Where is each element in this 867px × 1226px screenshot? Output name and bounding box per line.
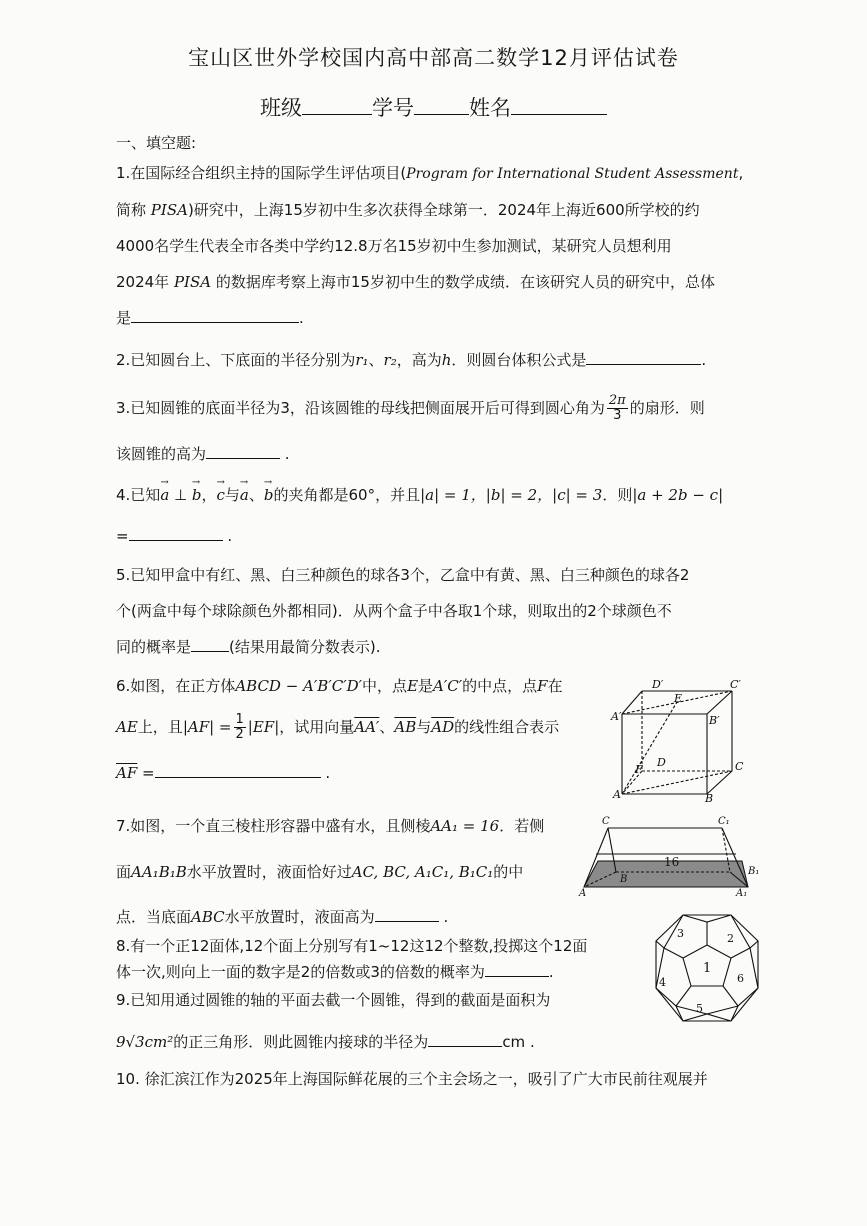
q3-text: 的扇形．则	[629, 399, 705, 417]
q4-text: 与	[224, 486, 240, 504]
cube-label: F	[635, 763, 643, 776]
student-info-line	[0, 92, 867, 122]
q3-line-1	[116, 394, 705, 423]
q3-text: .	[284, 445, 290, 463]
q7-text: 水平放置时，液面高为	[224, 908, 375, 926]
cube-label: C	[735, 760, 744, 773]
q7-line-2	[116, 861, 523, 882]
q3-line-2	[116, 443, 290, 464]
q2-r1: r₁	[355, 351, 369, 369]
cube-label: E	[674, 692, 683, 705]
q1-line-2	[116, 199, 700, 220]
q5-line-1: 5.已知甲盒中有红、黑、白三种颜色的球各3个，乙盒中有黄、黑、白三种颜色的球各2	[116, 566, 690, 584]
q2-text: 2.已知圆台上、下底面的半径分别为	[116, 351, 356, 369]
q2-text: ，高为	[396, 351, 442, 369]
q4-text: 4.已知	[116, 486, 161, 504]
q1-text: 2024年	[116, 273, 170, 291]
cube-label: A′	[611, 710, 622, 723]
q7-edge: AA₁ = 16	[430, 817, 500, 835]
section-title: 一、填空题:	[116, 134, 197, 152]
number-blank[interactable]	[414, 113, 469, 115]
q9-text: cm .	[502, 1033, 535, 1051]
q8-text: 体一次,则向上一面的数字是2的倍数或3的倍数的概率为	[116, 963, 485, 981]
q6-text: 与	[416, 718, 432, 736]
q9-answer-blank[interactable]	[428, 1045, 502, 1047]
q1-text: ,	[738, 164, 744, 182]
q7-base: ABC	[191, 908, 225, 926]
q3-frac-den: 3	[613, 408, 622, 423]
q8-text: .	[548, 963, 554, 981]
q6-vec-aa: AA′	[354, 718, 380, 736]
q7-text: 的中	[493, 863, 524, 881]
class-label: 班级	[260, 96, 302, 120]
prism-label: A	[579, 888, 587, 899]
q6-point-f: F	[537, 677, 548, 695]
q2-r2: r₂	[383, 351, 397, 369]
q4-norms: |a| = 1，|b| = 2，|c| = 3	[420, 486, 603, 504]
cube-label: D	[657, 756, 666, 769]
q7-answer-blank[interactable]	[375, 920, 439, 922]
q1-pisa-full: Program for International Student Assessment	[406, 166, 739, 182]
cube-label: B′	[709, 714, 720, 727]
q7-face: AA₁B₁B	[131, 863, 187, 881]
q4-expression: |a + 2b − c|	[632, 486, 724, 504]
q1-line-1	[116, 162, 743, 183]
q6-line-1	[116, 675, 563, 696]
prism-label: A₁	[736, 888, 748, 899]
q1-line-4	[116, 271, 715, 292]
q6-line-3	[116, 764, 330, 782]
q6-text: ，试用向量	[279, 718, 355, 736]
q4-line-1: 4.已知→ a ⊥ → b，→ c与→ a、→ b的夹角都是60°，并且|a| = 1，|b| = 2，|c| = 3．则|a + 2b − c|	[116, 484, 723, 505]
q6-answer-blank[interactable]	[155, 776, 321, 778]
q5-text: 同的概率是	[116, 638, 192, 656]
q1-text: 的数据库考察上海市15岁初中生的数学成绩．在该研究人员的研究中，总体	[215, 273, 715, 291]
q5-text: (结果用最简分数表示).	[229, 638, 381, 656]
q1-text: 1.在国际经合组织主持的国际学生评估项目(	[116, 164, 407, 182]
q6-frac-den: 2	[235, 727, 244, 742]
cube-label: A	[613, 788, 621, 801]
q3-frac-num: 2π	[608, 393, 626, 408]
cube-label: D′	[652, 678, 664, 691]
q6-af: |AF| =	[182, 718, 232, 736]
q2-h: h	[441, 351, 452, 369]
q7-text: 面	[116, 863, 132, 881]
q5-line-2: 个(两盒中每个球除颜色外都相同)．从两个盒子中各取1个球，则取出的2个球颜色不	[116, 602, 672, 620]
page-title: 宝山区世外学校国内高中部高二数学12月评估试卷	[188, 46, 679, 70]
q9-area: 9√3cm²	[116, 1033, 174, 1051]
q6-text: 的中点，点	[462, 677, 538, 695]
q7-text: 水平放置时，液面恰好过	[186, 863, 352, 881]
q6-cube: ABCD − A′B′C′D′	[235, 677, 363, 695]
q7-edges: AC, BC, A₁C₁, B₁C₁	[351, 863, 494, 881]
q8-line-2	[116, 961, 554, 982]
q7-line-1	[116, 815, 544, 836]
dodecahedron-figure	[646, 908, 768, 1030]
prism-label: C	[602, 816, 610, 827]
q9-line-1: 9.已知用通过圆锥的轴的平面去截一个圆锥，得到的截面是面积为	[116, 991, 551, 1009]
q4-vec-a: → a	[160, 486, 169, 504]
q10-line-1: 10. 徐汇滨江作为2025年上海国际鲜花展的三个主会场之一，吸引了广大市民前往观展并	[116, 1070, 708, 1088]
q6-text: =	[137, 764, 155, 782]
q2-text: .	[701, 351, 707, 369]
q6-vec-ad: $\overline{AD}$	[431, 718, 455, 736]
prism-label: B	[620, 874, 628, 885]
q8-answer-blank[interactable]	[485, 975, 549, 977]
q1-answer-blank[interactable]	[131, 321, 299, 323]
q2-sep: 、	[368, 351, 384, 369]
q7-text: .	[443, 908, 449, 926]
dodeca-label: 4	[659, 976, 666, 989]
cube-label: B	[705, 792, 714, 805]
q4-vec-b: → b	[192, 486, 202, 504]
q6-text: 6.如图，在正方体	[116, 677, 236, 695]
q8-line-1: 8.有一个正12面体,12个面上分别写有1~12这12个整数,投掷这个12面	[116, 937, 588, 955]
q1-text: 简称	[116, 201, 147, 219]
q4-vec-b2: → b	[264, 486, 274, 504]
q4-text: 、	[248, 486, 264, 504]
name-blank[interactable]	[511, 113, 607, 115]
q1-pisa: PISA	[150, 201, 188, 219]
dodeca-label: 6	[737, 972, 744, 985]
cube-figure	[612, 672, 752, 804]
class-blank[interactable]	[302, 113, 372, 115]
name-label: 姓名	[469, 96, 511, 120]
q1-pisa: PISA	[173, 273, 212, 291]
q7-line-3	[116, 906, 448, 927]
q3-fraction	[607, 394, 628, 423]
q4-line-2	[116, 527, 232, 545]
q1-line-5	[116, 307, 304, 328]
q2-line	[116, 349, 706, 370]
q6-text: 上，且	[137, 718, 183, 736]
q7-text: 点．当底面	[116, 908, 192, 926]
q4-text: 的夹角都是60°，并且	[273, 486, 421, 504]
q6-ef: |EF|	[247, 718, 280, 736]
q3-text: 3.已知圆锥的底面半径为3，沿该圆锥的母线把侧面展开后可得到圆心角为	[116, 399, 605, 417]
q6-text: 中，点	[362, 677, 408, 695]
dodeca-label: 3	[677, 927, 684, 940]
number-label: 学号	[372, 96, 414, 120]
q5-answer-blank[interactable]	[191, 650, 229, 652]
q6-segment: A′C′	[433, 677, 463, 695]
q6-vec-af: $\overline{AF}$	[116, 764, 138, 782]
q9-text: 的正三角形．则此圆锥内接球的半径为	[173, 1033, 429, 1051]
q6-point-e: E	[407, 677, 419, 695]
dodeca-label: 2	[727, 932, 734, 945]
dodeca-label: 5	[696, 1002, 703, 1015]
prism-label: B₁	[748, 866, 760, 877]
q4-text: ，	[201, 486, 217, 504]
q6-text: 的线性组合表示	[454, 718, 560, 736]
q1-line-3: 4000名学生代表全市各类中学约12.8万名15岁初中生参加测试，某研究人员想利用	[116, 237, 672, 255]
q4-vec-a2: → a	[240, 486, 249, 504]
prism-label: C₁	[718, 816, 730, 827]
q4-text: ．则	[602, 486, 633, 504]
q2-text: ．则圆台体积公式是	[451, 351, 587, 369]
q3-answer-blank[interactable]	[206, 457, 280, 459]
q3-text: 该圆锥的高为	[116, 445, 207, 463]
q4-text: =	[116, 527, 129, 545]
prism-figure	[576, 814, 760, 899]
q4-text: .	[227, 527, 233, 545]
q6-vec-ab: $\overline{AB}$	[394, 718, 417, 736]
q1-text: 是	[116, 309, 132, 327]
dodeca-label: 1	[703, 961, 712, 976]
q6-frac-num: 1	[235, 712, 244, 727]
q2-answer-blank[interactable]	[586, 363, 701, 365]
q1-text: .	[299, 309, 304, 327]
q5-line-3	[116, 636, 381, 657]
q6-text: 、	[379, 718, 395, 736]
q6-ae: AE	[116, 718, 138, 736]
q7-text: ．若侧	[499, 817, 545, 835]
q6-line-2	[116, 713, 559, 742]
q9-line-2	[116, 1031, 535, 1052]
cube-label: C′	[730, 678, 741, 691]
q7-text: 7.如图，一个直三棱柱形容器中盛有水，且侧棱	[116, 817, 431, 835]
q6-text: .	[325, 764, 331, 782]
q6-text: 在	[547, 677, 563, 695]
q4-answer-blank[interactable]	[129, 539, 223, 541]
q4-vec-c: → c	[217, 486, 225, 504]
q6-fraction	[234, 713, 246, 742]
q6-text: 是	[418, 677, 434, 695]
prism-label: 16	[664, 855, 680, 869]
q1-text: )研究中，上海15岁初中生多次获得全球第一．2024年上海近600所学校的约	[187, 201, 700, 219]
